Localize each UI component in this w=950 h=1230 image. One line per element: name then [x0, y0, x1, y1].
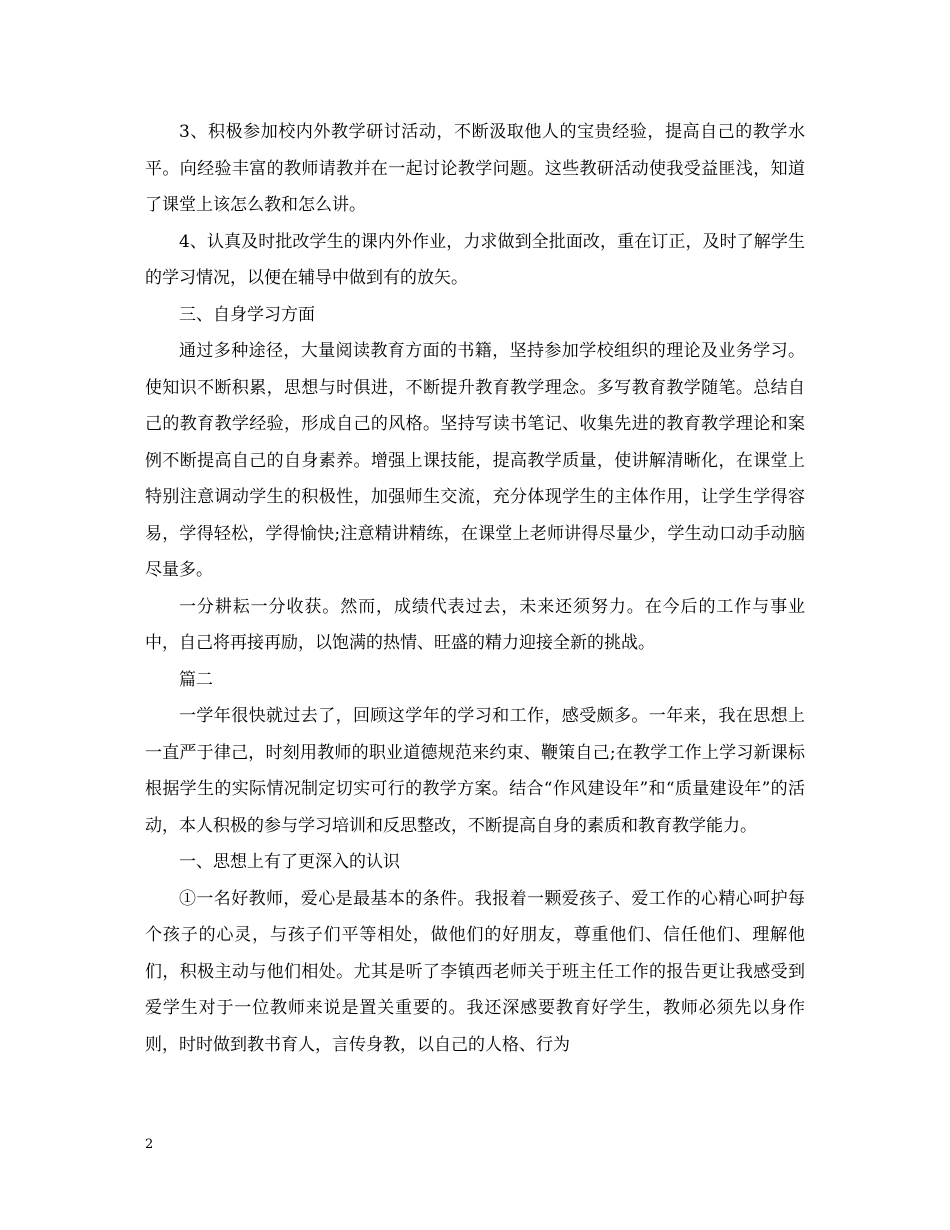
document-body [145, 114, 805, 1063]
paragraph-item-3: 3、积极参加校内外教学研讨活动，不断汲取他人的宝贵经验，提高自己的教学水平。向经验丰富的教师请教并在一起讨论教学问题。这些教研活动使我受益匪浅，知道了课堂上该怎么教和怎么讲。 [145, 122, 805, 215]
paragraph-self-study: 通过多种途径，大量阅读教育方面的书籍，坚持参加学校组织的理论及业务学习。使知识不断积累，思想与时俱进，不断提升教育教学理念。多写教育教学随笔。总结自己的教育教学经验，形成自己的风格。坚持写读书笔记、收集先进的教育教学理论和案例不断提高自己的自身素养。增强上课技能，提高教学质量，使讲解清晰化，在课堂上特别注意调动学生的积极性，加强师生交流，充分体现学生的主体作用，让学生学得容易，学得轻松，学得愉快;注意精讲精练，在课堂上老师讲得尽量少，学生动口动手动脑尽量多。 [145, 341, 805, 580]
paragraph-conclusion: 一分耕耘一分收获。然而，成绩代表过去，未来还须努力。在今后的工作与事业中，自己将再接再励，以饱满的热情、旺盛的精力迎接全新的挑战。 [145, 596, 805, 653]
paragraph-good-teacher: ①一名好教师，爱心是最基本的条件。我报着一颗爱孩子、爱工作的心精心呵护每个孩子的心灵，与孩子们平等相处，做他们的好朋友，尊重他们、信任他们、理解他们，积极主动与他们相处。尤其是听了李镇西老师关于班主任工作的报告更让我感受到爱学生对于一位教师来说是置关重要的。我还深感要教育好学生，教师必须先以身作则，时时做到教书育人，言传身教，以自己的人格、行为 [145, 888, 805, 1055]
section-heading-part-two: 篇二 [179, 669, 213, 690]
page-number: 2 [145, 1137, 154, 1152]
paragraph-part-two-intro: 一学年很快就过去了，回顾这学年的学习和工作，感受颇多。一年来，我在思想上一直严于律己，时刻用教师的职业道德规范来约束、鞭策自己;在教学工作上学习新课标根据学生的实际情况制定切实可行的教学方案。结合“作风建设年”和“质量建设年”的活动，本人积极的参与学习培训和反思整改，不断提高自身的素质和教育教学能力。 [145, 706, 805, 836]
section-heading-self-study: 三、自身学习方面 [179, 304, 315, 325]
section-heading-thinking: 一、思想上有了更深入的认识 [179, 852, 400, 872]
paragraph-item-4: 4、认真及时批改学生的课内外作业，力求做到全批面改，重在订正，及时了解学生的学习情况，以便在辅导中做到有的放矢。 [145, 231, 805, 288]
